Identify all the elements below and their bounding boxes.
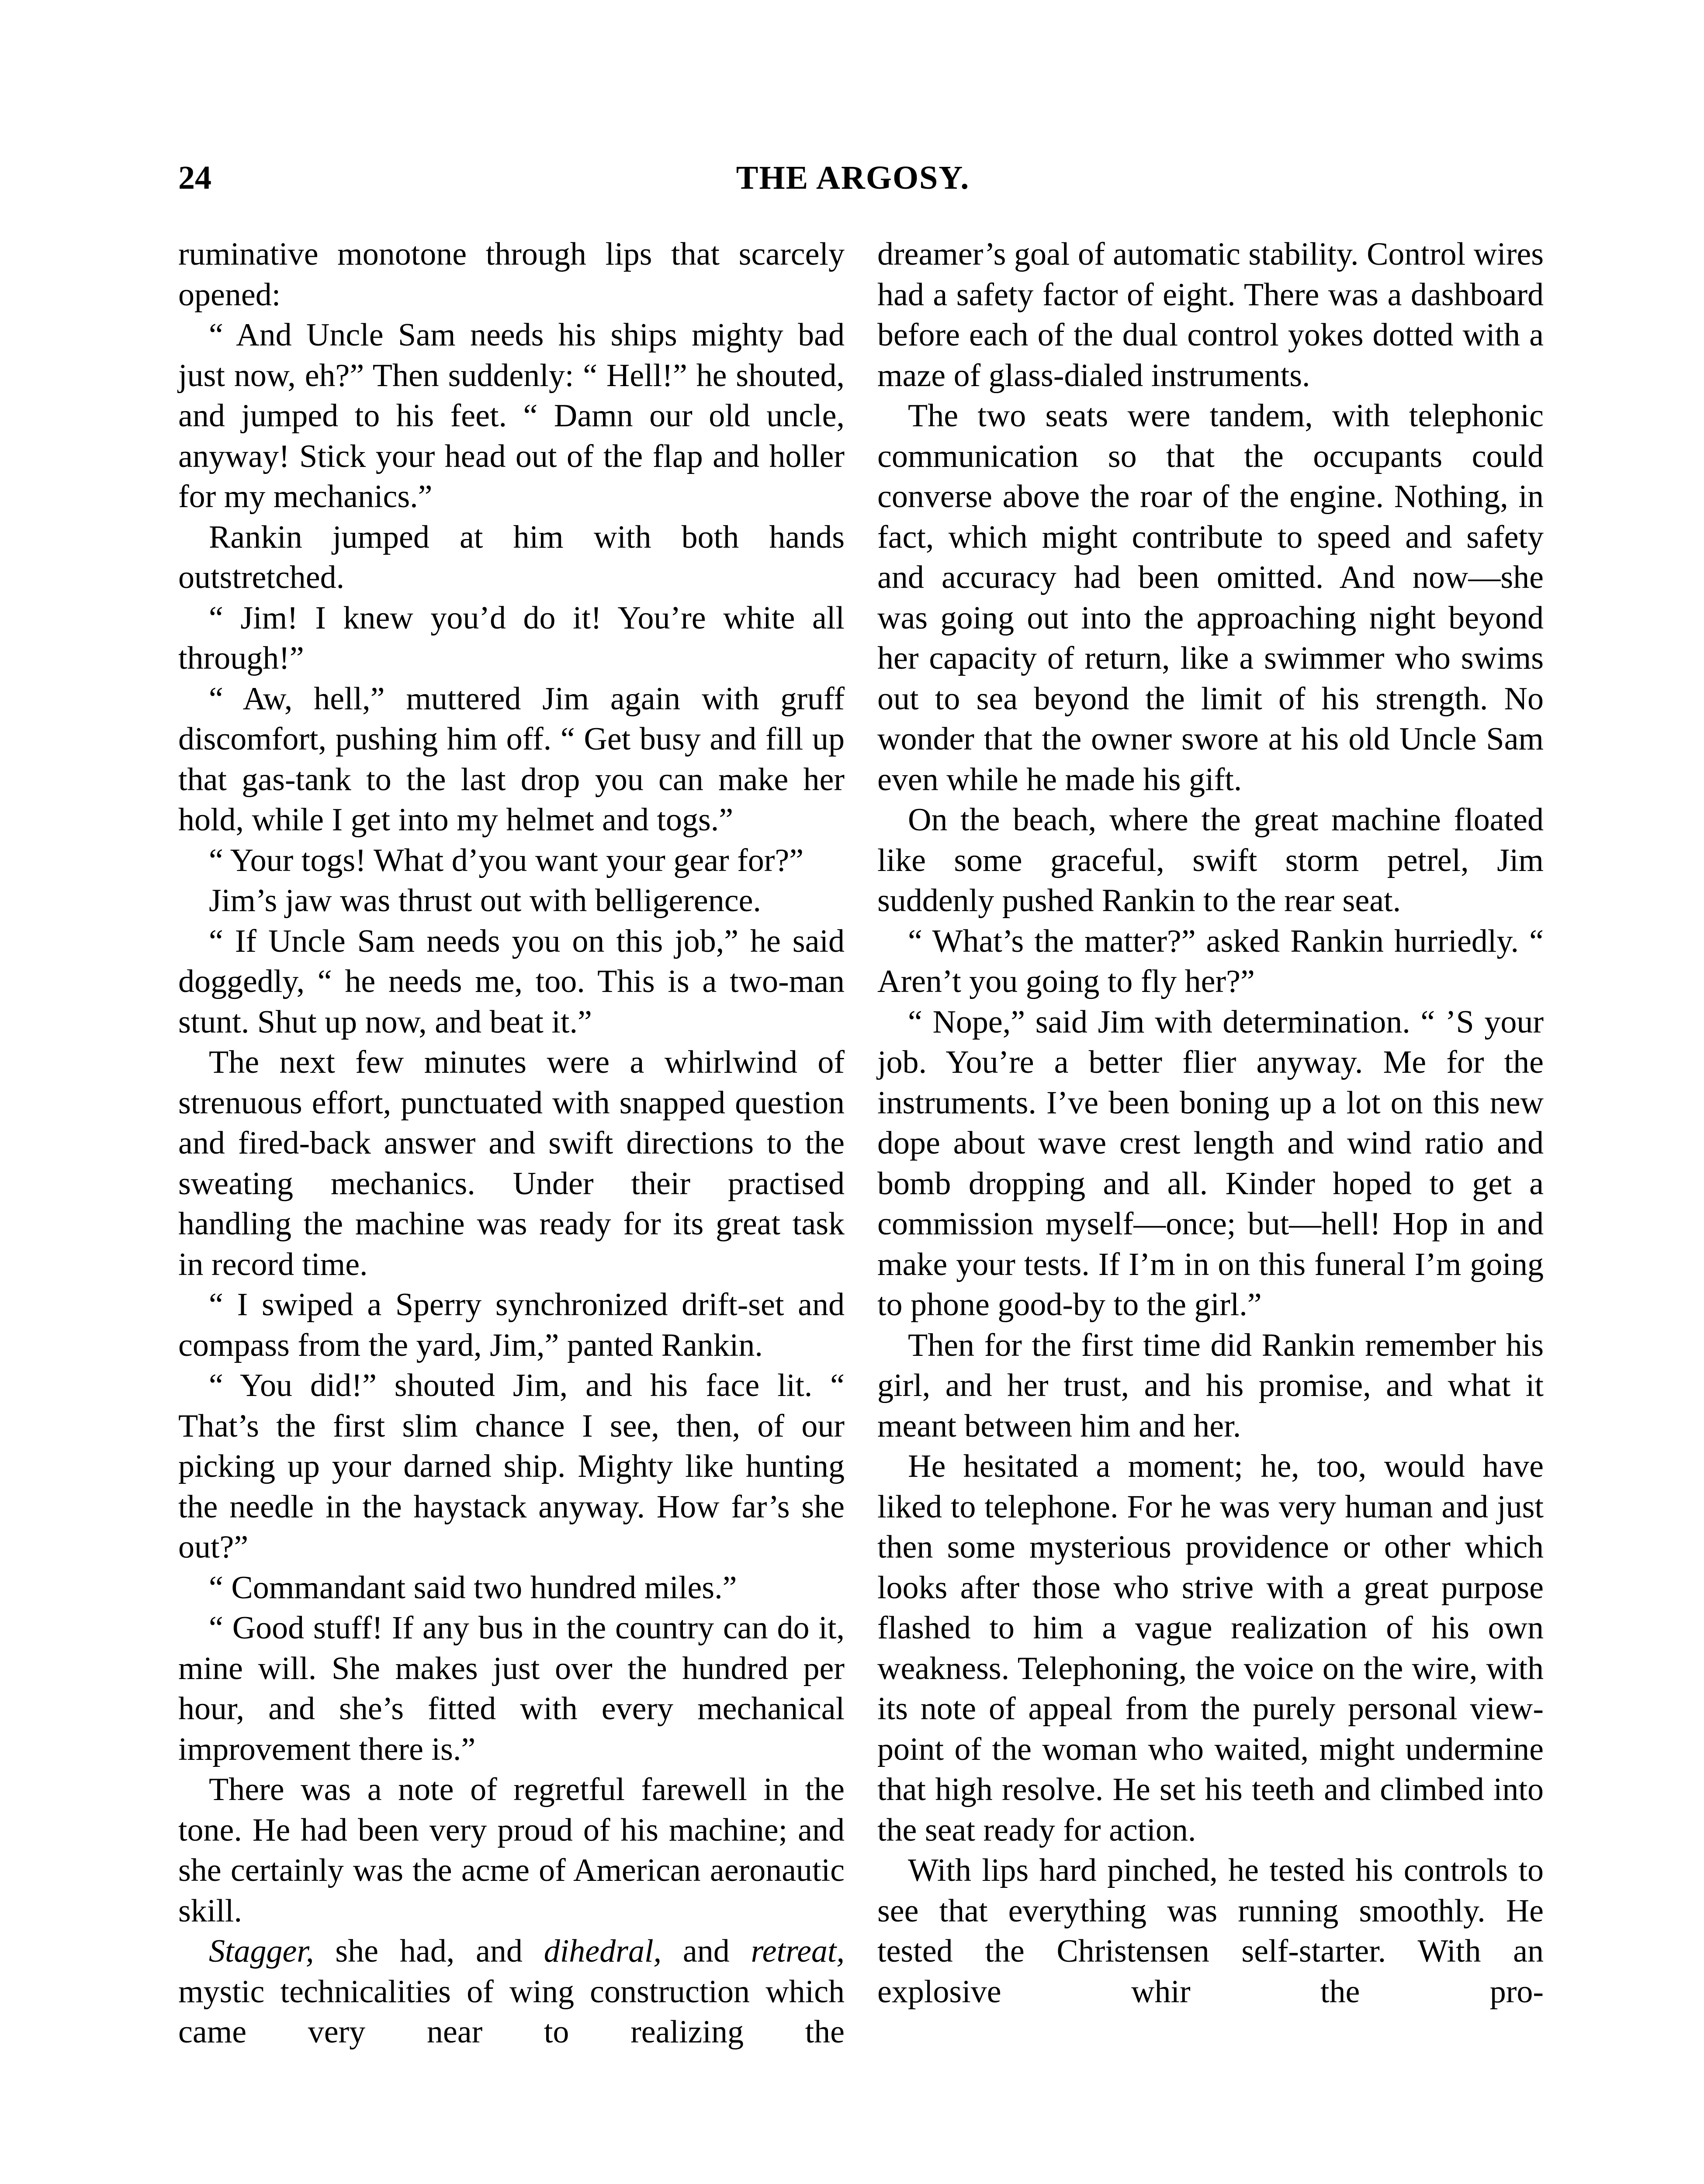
page-header [178,154,1527,211]
italic-term: retreat, [751,1933,845,1969]
italic-term: dihedral, [544,1933,662,1969]
paragraph: Rankin jumped at him with both hands outstretched. [178,519,845,595]
paragraph: “ Your togs! What d’you want your gear for?” [209,842,804,878]
paragraph: “ I swiped a Sperry synchronized drift-set and compass from the yard, Jim,” panted Rankin. [178,1287,845,1363]
paragraph: “ If Uncle Sam needs you on this job,” he said doggedly, “ he needs me, too. This is a two-man stunt. Shut up now, and beat it.” [178,923,845,1040]
paragraph: Then for the first time did Rankin remember his girl, and her trust, and his promise, and what it meant between him and her. [877,1327,1544,1444]
paragraph-stagger [178,1931,845,2053]
paragraph: The next few minutes were a whirlwind of strenuous effort, punctuated with snapped question and fired-back answer and swift directions to the sweating mechanics. Under their practised handling the machine was ready for its great task in record time. [178,1044,845,1282]
paragraph: On the beach, where the great machine floated like some graceful, swift storm petrel, Jim suddenly pushed Rankin to the rear seat. [877,802,1544,919]
paragraph: “ Aw, hell,” muttered Jim again with gruff discomfort, pushing him off. “ Get busy and fill up that gas-tank to the last drop you can make her hold, while I get into my helmet and togs.” [178,681,845,838]
text-run: mystic technicalities of wing construction which came very near to realizing the [178,1973,845,2050]
paragraph: The two seats were tandem, with telephonic communication so that the occupants could converse above the roar of the engine. Nothing, in fact, which might contribute to speed and safety and accuracy had been omitted. And now—she was going out into the approaching night beyond her capacity of return, like a swimmer who swims out to sea beyond the limit of his strength. No wonder that the owner swore at his old Uncle Sam even while he made his gift. [877,398,1544,798]
paragraph: “ And Uncle Sam needs his ships mighty bad just now, eh?” Then suddenly: “ Hell!” he shouted, and jumped to his feet. “ Damn our old uncle, anyway! Stick your head out of the flap and holler for my mechanics.” [178,317,845,515]
paragraph: “ Nope,” said Jim with determination. “ ’S your job. You’re a better flier anyway. Me for the instruments. I’ve been boning up a lot on this new dope about wave crest length and wind ratio and bomb dropping and all. Kinder hoped to get a commission myself—once; but—hell! Hop in and make your tests. If I’m in on this funeral I’m going to phone good-by to the girl.” [877,1004,1544,1323]
left-column [178,234,845,2053]
paragraph: Jim’s jaw was thrust out with belligerence. [209,883,761,919]
paragraph: “ Jim! I knew you’d do it! You’re white all through!” [178,600,845,676]
running-head-title: THE ARGOSY. [736,159,970,196]
paragraph: He hesitated a moment; he, too, would have liked to telephone. For he was very human and just then some mysterious providence or other which looks after those who strive with a great purpose flashed to him a vague realization of his own weakness. Telephoning, the voice on the wire, with its note of appeal from the purely personal view-point of the woman who waited, might undermine that high resolve. He set his teeth and climbed into the seat ready for action. [877,1448,1544,1848]
paragraph: “ You did!” shouted Jim, and his face lit. “ That’s the first slim chance I see, then, of our picking up your darned ship. Mighty like hunting the needle in the haystack anyway. How far’s she out?” [178,1368,845,1565]
paragraph: dreamer’s goal of automatic stability. Control wires had a safety factor of eight. There was a dashboard before each of the dual control yokes dotted with a maze of glass-dialed instruments. [877,236,1544,394]
right-column [877,234,1544,2012]
text-run: and [662,1933,751,1969]
paragraph: With lips hard pinched, he tested his controls to see that everything was running smoothly. He tested the Christensen self-starter. With an explosive whir the pro- [877,1852,1544,2010]
paragraph: There was a note of regretful farewell in the tone. He had been very proud of his machine; and she certainly was the acme of American aeronautic skill. [178,1772,845,1929]
paragraph: ruminative monotone through lips that scarcely opened: [178,236,845,313]
paragraph: “ What’s the matter?” asked Rankin hurriedly. “ Aren’t you going to fly her?” [877,923,1544,999]
paragraph: “ Good stuff! If any bus in the country can do it, mine will. She makes just over the hundred per hour, and she’s fitted with every mechanical improvement there is.” [178,1610,845,1767]
page-number: 24 [178,159,211,196]
paragraph: “ Commandant said two hundred miles.” [209,1569,737,1606]
text-run: she had, and [314,1933,544,1969]
italic-term: Stagger, [209,1933,314,1969]
